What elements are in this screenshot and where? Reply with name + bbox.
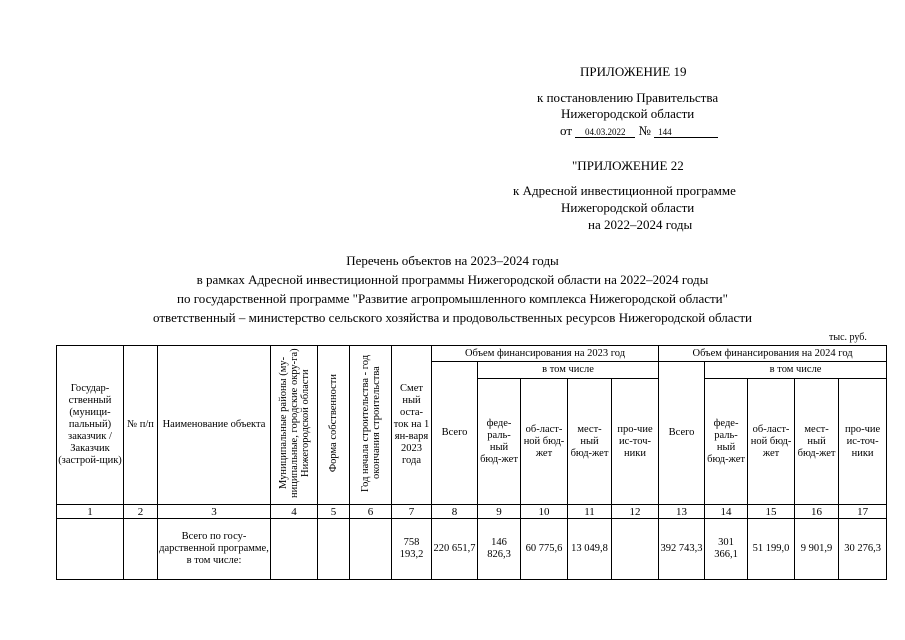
column-number: 5 — [318, 505, 350, 519]
header-num: № п/п — [124, 346, 158, 505]
cell-total-2023: 220 651,7 — [432, 519, 478, 580]
header-federal-2024: феде-раль-ный бюд-жет — [705, 379, 748, 505]
header-years — [350, 346, 392, 505]
column-number: 4 — [271, 505, 318, 519]
cell-num — [124, 519, 158, 580]
header-local-2023: мест-ный бюд-жет — [568, 379, 612, 505]
cell-balance: 758 193,2 — [392, 519, 432, 580]
header-federal-2023: феде-раль-ный бюд-жет — [478, 379, 521, 505]
cell-federal-2023: 146 826,3 — [478, 519, 521, 580]
cell-federal-2024: 301 366,1 — [705, 519, 748, 580]
column-number: 7 — [392, 505, 432, 519]
appendix2-number: "ПРИЛОЖЕНИЕ 22 — [572, 158, 684, 173]
program-line2: Нижегородской области — [561, 200, 695, 215]
column-number: 17 — [839, 505, 887, 519]
header-other-2023: про-чие ис-точ-ники — [612, 379, 659, 505]
title-line4: ответственный – министерство сельского хозяйства и продовольственных ресурсов Нижегородской области — [153, 310, 752, 325]
cell-total-2024: 392 743,3 — [659, 519, 705, 580]
title-line2: в рамках Адресной инвестиционной программы Нижегородской области на 2022–2024 годы — [196, 272, 709, 287]
header-municipal — [271, 346, 318, 505]
units-label: тыс. руб. — [829, 332, 867, 343]
header-including-2024: в том числе — [705, 362, 887, 379]
cell-name: Всего по госу-дарственной программе, в том числе: — [158, 519, 271, 580]
header-ownership — [318, 346, 350, 505]
header-customer: Государ-ственный (муници-пальный) заказчик / Заказчик (застрой-щик) — [57, 346, 124, 505]
header-local-2024: мест-ный бюд-жет — [795, 379, 839, 505]
cell-ownership — [318, 519, 350, 580]
region-label: Нижегородской области — [561, 106, 695, 121]
table-row — [57, 519, 887, 580]
cell-local-2023: 13 049,8 — [568, 519, 612, 580]
cell-years — [350, 519, 392, 580]
cell-regional-2023: 60 775,6 — [521, 519, 568, 580]
header-fin-2023: Объем финансирования на 2023 год — [432, 346, 659, 362]
header-total-2023: Всего — [432, 362, 478, 505]
column-number: 16 — [795, 505, 839, 519]
date-prefix: от — [560, 123, 573, 138]
column-number: 9 — [478, 505, 521, 519]
cell-customer — [57, 519, 124, 580]
column-number: 13 — [659, 505, 705, 519]
column-number: 12 — [612, 505, 659, 519]
column-number: 3 — [158, 505, 271, 519]
appendix-number: ПРИЛОЖЕНИЕ 19 — [580, 64, 687, 79]
cell-other-2023 — [612, 519, 659, 580]
column-number: 10 — [521, 505, 568, 519]
to-resolution: к постановлению Правительства — [537, 90, 719, 105]
column-number: 6 — [350, 505, 392, 519]
header-total-2024: Всего — [659, 362, 705, 505]
column-number: 2 — [124, 505, 158, 519]
date-number-line — [560, 123, 718, 138]
resolution-number: 144 — [654, 127, 718, 138]
header-regional-2023: об-ласт-ной бюд-жет — [521, 379, 568, 505]
header-regional-2024: об-ласт-ной бюд-жет — [748, 379, 795, 505]
header-municipal-text: Муниципальные районы (му-ниципальные, городские окру-га) Нижегородской области — [277, 348, 311, 498]
cell-municipal — [271, 519, 318, 580]
column-number: 11 — [568, 505, 612, 519]
header-ownership-text: Форма собственности — [328, 373, 339, 473]
column-numbers-row — [57, 505, 887, 519]
column-number: 14 — [705, 505, 748, 519]
column-number: 1 — [57, 505, 124, 519]
header-including-2023: в том числе — [478, 362, 659, 379]
column-number: 8 — [432, 505, 478, 519]
objects-table — [56, 345, 887, 580]
header-balance: Смет ный оста-ток на 1 ян-варя 2023 года — [392, 346, 432, 505]
cell-regional-2024: 51 199,0 — [748, 519, 795, 580]
cell-local-2024: 9 901,9 — [795, 519, 839, 580]
cell-other-2024: 30 276,3 — [839, 519, 887, 580]
title-line1: Перечень объектов на 2023–2024 годы — [346, 253, 559, 268]
header-other-2024: про-чие ис-точ-ники — [839, 379, 887, 505]
number-prefix: № — [638, 123, 651, 138]
column-number: 15 — [748, 505, 795, 519]
program-line1: к Адресной инвестиционной программе — [513, 183, 736, 198]
program-line3: на 2022–2024 годы — [588, 217, 693, 232]
header-name: Наименование объекта — [158, 346, 271, 505]
title-line3: по государственной программе "Развитие агропромышленного комплекса Нижегородской области" — [177, 291, 728, 306]
header-fin-2024: Объем финансирования на 2024 год — [659, 346, 887, 362]
header-years-text: Год начала строительства - год окончания строительства — [359, 354, 382, 492]
resolution-date: 04.03.2022 — [575, 127, 635, 138]
